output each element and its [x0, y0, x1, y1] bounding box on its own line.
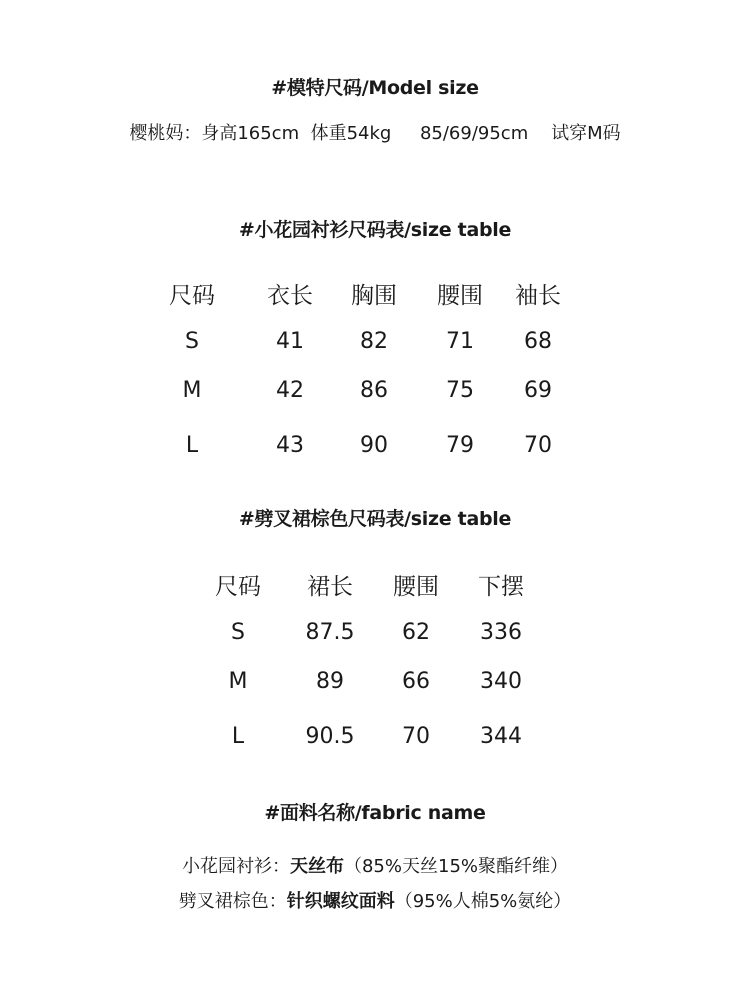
model-weight: 体重54kg	[310, 123, 392, 144]
model-size-heading: #模特尺码/Model size	[271, 77, 479, 99]
shirt-header-cell: 腰围	[437, 283, 483, 309]
model-name: 樱桃妈：	[129, 123, 202, 144]
shirt-table-cell: 41	[276, 329, 304, 354]
shirt-table-cell: 75	[446, 378, 474, 403]
fabric-item	[0, 887, 750, 913]
shirt-table-cell: 68	[524, 329, 552, 354]
shirt-header-cell: 尺码	[169, 283, 215, 309]
fabric-item-material: 针织螺纹面料	[286, 891, 395, 912]
model-measurements: 85/69/95cm	[419, 123, 529, 144]
shirt-table-cell: 70	[524, 433, 552, 458]
fabric-item-material: 天丝布	[289, 856, 344, 877]
shirt-header-cell: 胸围	[351, 283, 397, 309]
fabric-item	[0, 852, 750, 878]
shirt-table-cell: 42	[276, 378, 304, 403]
shirt-table-cell: S	[185, 329, 199, 354]
shirt-table-cell: 90	[360, 433, 388, 458]
shirt-table-cell: 86	[360, 378, 388, 403]
skirt-header-cell: 尺码	[215, 574, 261, 600]
skirt-table-cell: 87.5	[305, 620, 355, 645]
skirt-table-cell: 344	[480, 724, 522, 749]
model-height: 身高165cm	[201, 123, 300, 144]
fabric-item-label: 小花园衬衫：	[181, 856, 290, 877]
shirt-header-cell: 衣长	[267, 283, 313, 309]
fabric-item-label: 劈叉裙棕色：	[178, 891, 287, 912]
skirt-table-cell: 89	[316, 669, 344, 694]
shirt-table-cell: 82	[360, 329, 388, 354]
model-tried-size: 试穿M码	[551, 123, 621, 144]
skirt-size-heading: #劈叉裙棕色尺码表/size table	[238, 508, 512, 530]
skirt-table-cell: S	[231, 620, 245, 645]
shirt-size-heading: #小花园衬衫尺码表/size table	[238, 219, 512, 241]
skirt-header-cell: 下摆	[478, 574, 524, 600]
skirt-table-cell: 90.5	[305, 724, 355, 749]
skirt-table-cell: M	[228, 669, 248, 694]
shirt-header-cell: 袖长	[515, 283, 561, 309]
fabric-item-detail: （85%天丝15%聚酯纤维）	[343, 856, 568, 877]
model-info-line	[0, 119, 750, 145]
shirt-table-cell: 43	[276, 433, 304, 458]
skirt-table-cell: 62	[402, 620, 430, 645]
shirt-table-cell: 79	[446, 433, 474, 458]
skirt-table-cell: 340	[480, 669, 522, 694]
skirt-header-cell: 裙长	[307, 574, 353, 600]
skirt-table-cell: L	[231, 724, 245, 749]
shirt-table-cell: L	[185, 433, 199, 458]
shirt-table-cell: 71	[446, 329, 474, 354]
skirt-header-cell: 腰围	[393, 574, 439, 600]
fabric-heading: #面料名称/fabric name	[264, 802, 486, 824]
shirt-table-cell: 69	[524, 378, 552, 403]
skirt-table-cell: 70	[402, 724, 430, 749]
shirt-table-cell: M	[182, 378, 202, 403]
skirt-table-cell: 66	[402, 669, 430, 694]
skirt-table-cell: 336	[480, 620, 522, 645]
fabric-item-detail: （95%人棉5%氨纶）	[394, 891, 572, 912]
